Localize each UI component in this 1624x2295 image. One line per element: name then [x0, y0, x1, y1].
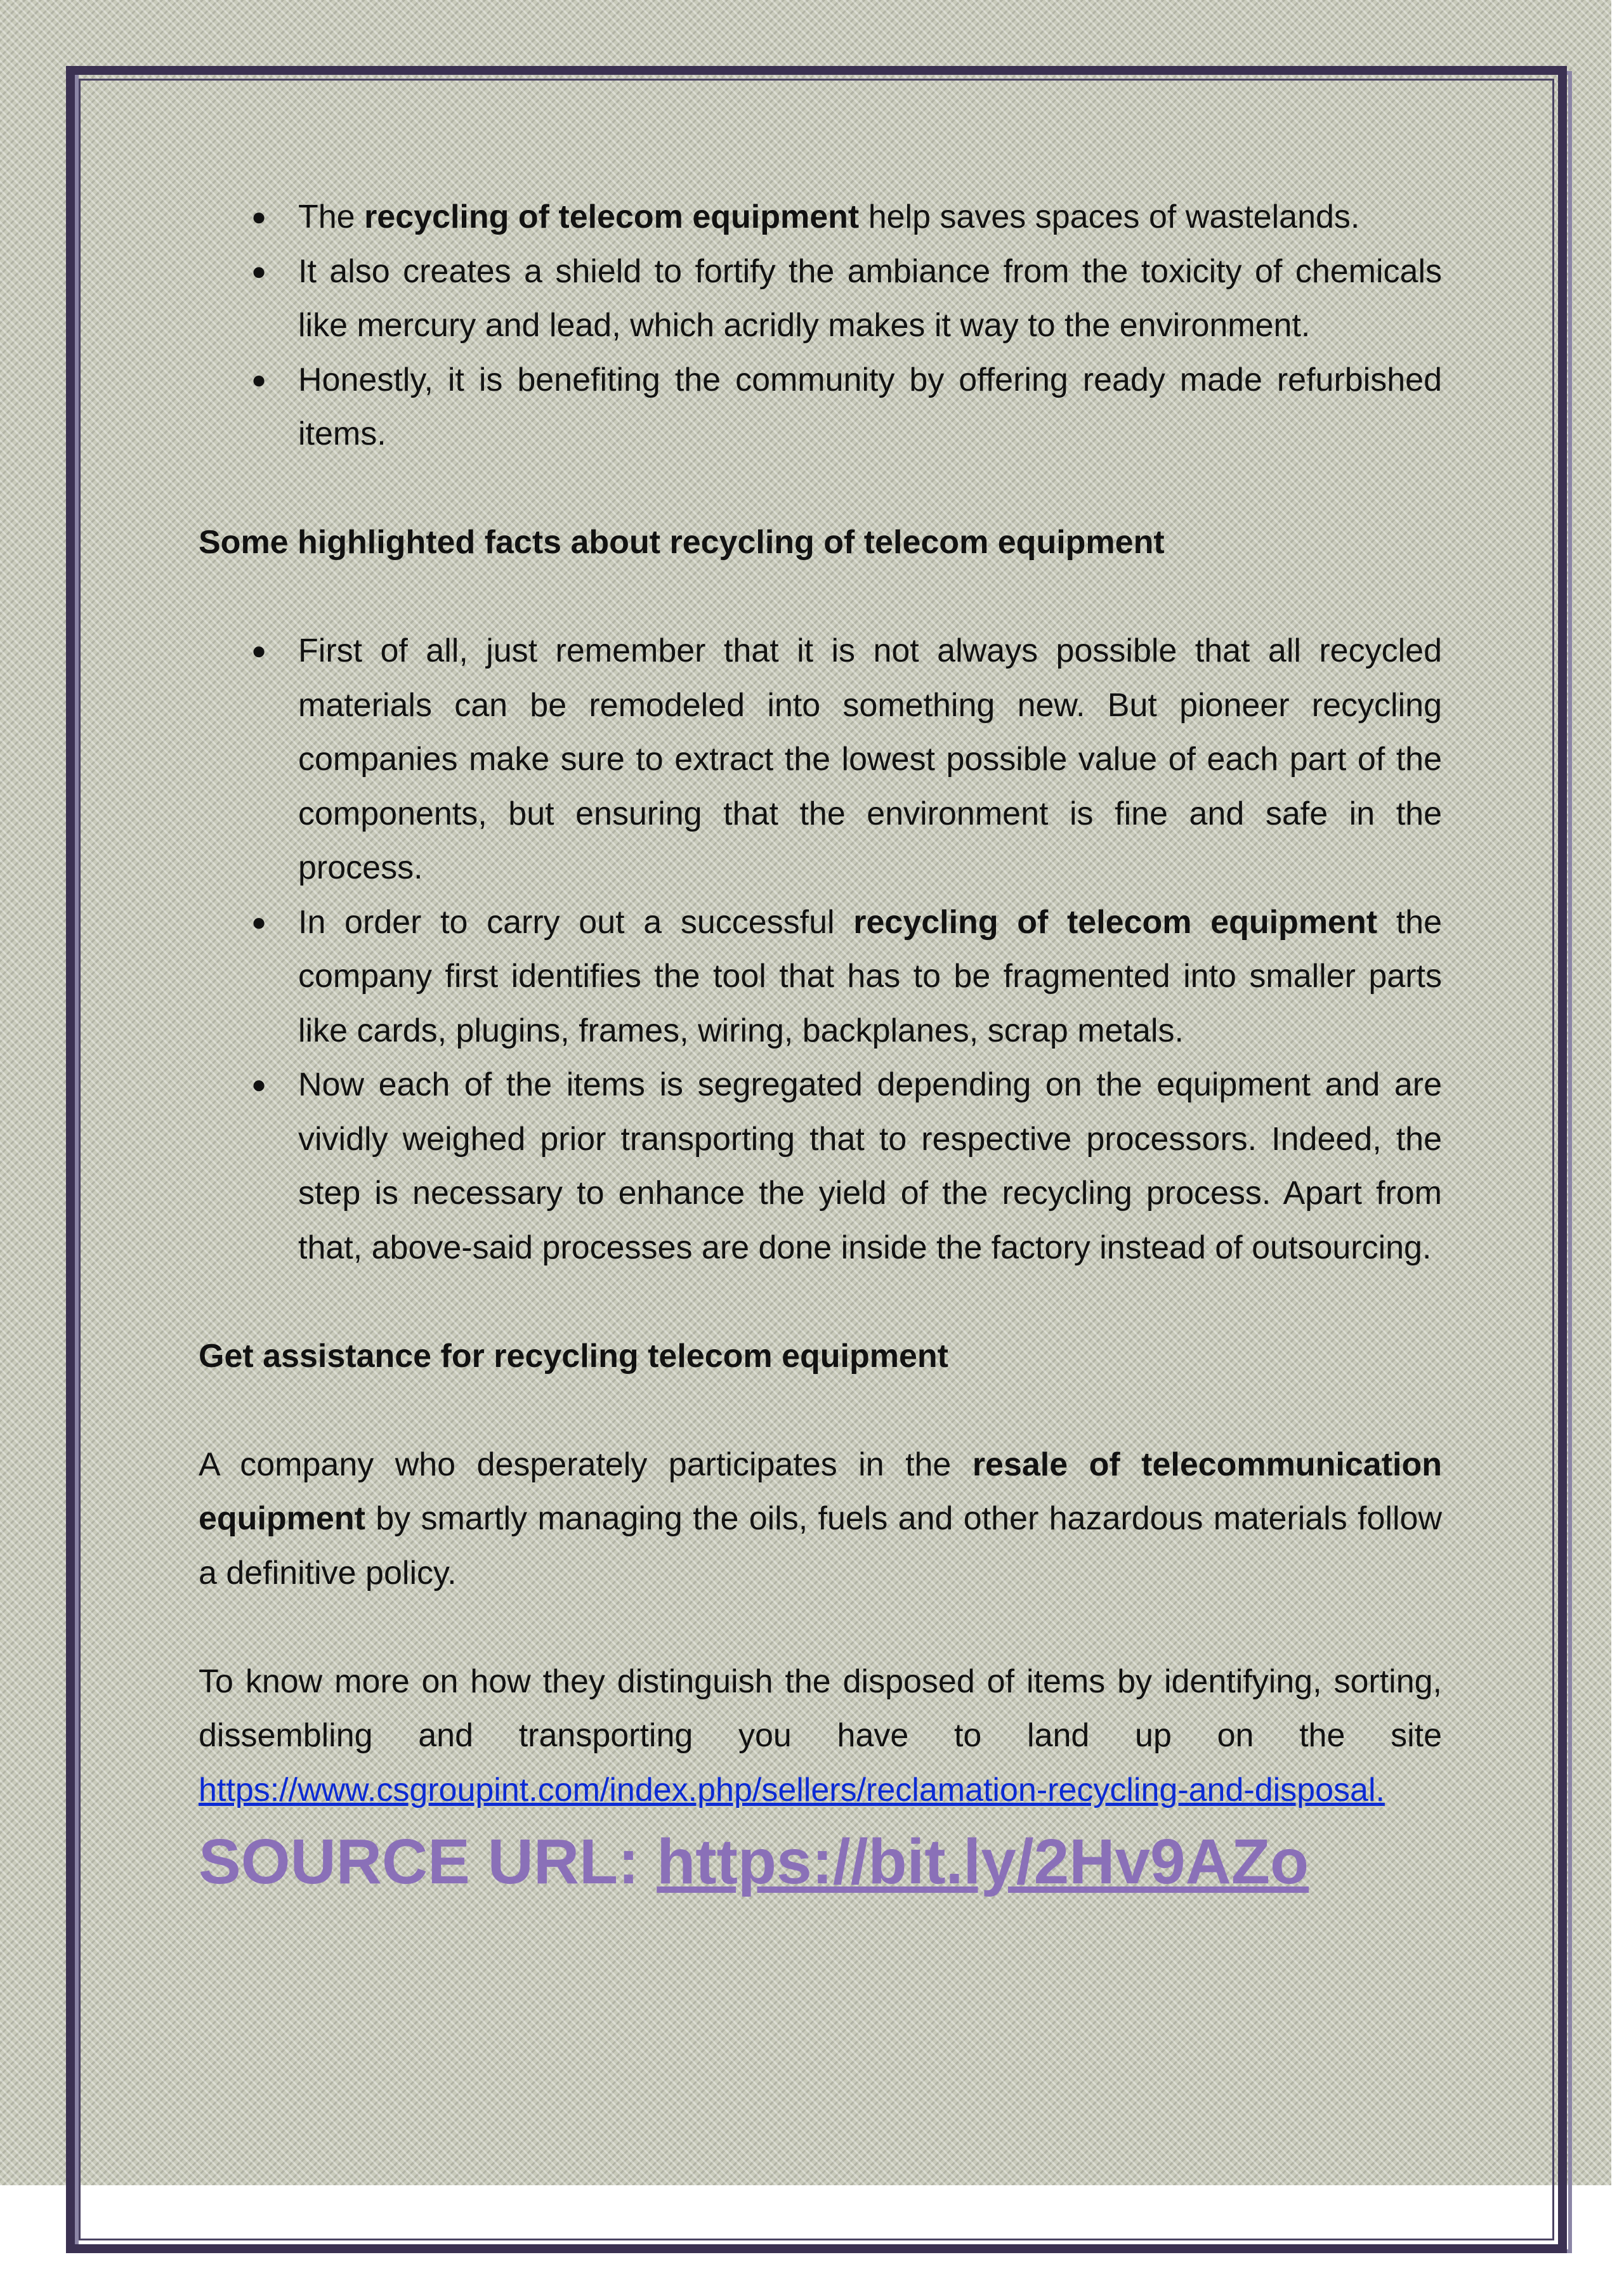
- section-heading-facts: Some highlighted facts about recycling of telecom equipment: [199, 524, 1165, 561]
- bullet-icon: ●: [251, 203, 267, 231]
- bullet-icon: ●: [251, 365, 267, 394]
- list-item-text: In order to carry out a successful: [298, 903, 854, 941]
- bullet-icon: ●: [251, 257, 267, 285]
- list-item-text: the company first identifies the tool that has to be fragmented into smaller parts like cards, plugins, frames, wiring, backplanes, scrap metals.: [298, 903, 1443, 1049]
- list-item-text: Honestly, it is benefiting the community by offering ready made refurbished items.: [298, 361, 1442, 452]
- list-item: [199, 624, 1442, 896]
- facts-list: [199, 624, 1442, 1275]
- paragraph-bold: resale of telecommunication equipment: [199, 1446, 1443, 1537]
- list-item: [199, 190, 1442, 245]
- list-item-bold: recycling of telecom equipment: [364, 199, 860, 235]
- spacer: [199, 1275, 1442, 1330]
- list-item-text: help saves spaces of wastelands.: [859, 199, 1360, 235]
- paragraph-text: A company who desperately participates in the: [199, 1446, 972, 1483]
- list-item: [199, 245, 1442, 353]
- paragraph-resale: [199, 1438, 1442, 1601]
- bullet-icon: ●: [251, 1071, 267, 1099]
- paragraph-text: by smartly managing the oils, fuels and other hazardous materials follow a definitive policy.: [199, 1500, 1442, 1592]
- document-body: [199, 190, 1442, 1900]
- list-item-text: The: [298, 199, 365, 235]
- source-url-line: [199, 1824, 1442, 1900]
- reclamation-link[interactable]: https://www.csgroupint.com/index.php/sellers/reclamation-recycling-and-disposal.: [199, 1771, 1385, 1808]
- bullet-icon: ●: [251, 908, 267, 936]
- section-heading-assistance: Get assistance for recycling telecom equipment: [199, 1337, 948, 1375]
- bullet-icon: ●: [251, 637, 267, 665]
- spacer: [199, 1600, 1442, 1655]
- list-item: [199, 353, 1442, 462]
- spacer: [199, 1383, 1442, 1438]
- paragraph-know-more: [199, 1655, 1442, 1818]
- list-item-text: It also creates a shield to fortify the ambiance from the toxicity of chemicals like mercury and lead, which acridly makes it way to the environment.: [298, 252, 1442, 344]
- source-url-link[interactable]: https://bit.ly/2Hv9AZo: [657, 1826, 1309, 1897]
- list-item: [199, 896, 1442, 1059]
- list-item-text: First of all, just remember that it is not always possible that all recycled materials can be remodeled into something new. But pioneer recycling companies make sure to extract the lowest possible value of each part of the components, but ensuring that the environment is fine and safe in the process.: [298, 632, 1442, 886]
- benefits-list: [199, 190, 1442, 462]
- list-item-text: Now each of the items is segregated depending on the equipment and are vividly weighed prior transporting that to respective processors. Indeed, the step is necessary to enhance the yield of the recycling process. Apart from that, above-said processes are done inside the factory instead of outsourcing.: [298, 1066, 1442, 1266]
- source-url-label: SOURCE URL:: [199, 1826, 657, 1897]
- list-item-bold: recycling of telecom equipment: [853, 903, 1378, 941]
- spacer: [199, 462, 1442, 516]
- paragraph-text: To know more on how they distinguish the disposed of items by identifying, sorting, dissembling and transporting you have to land up on the site: [199, 1663, 1442, 1754]
- list-item: [199, 1058, 1442, 1275]
- spacer: [199, 570, 1442, 625]
